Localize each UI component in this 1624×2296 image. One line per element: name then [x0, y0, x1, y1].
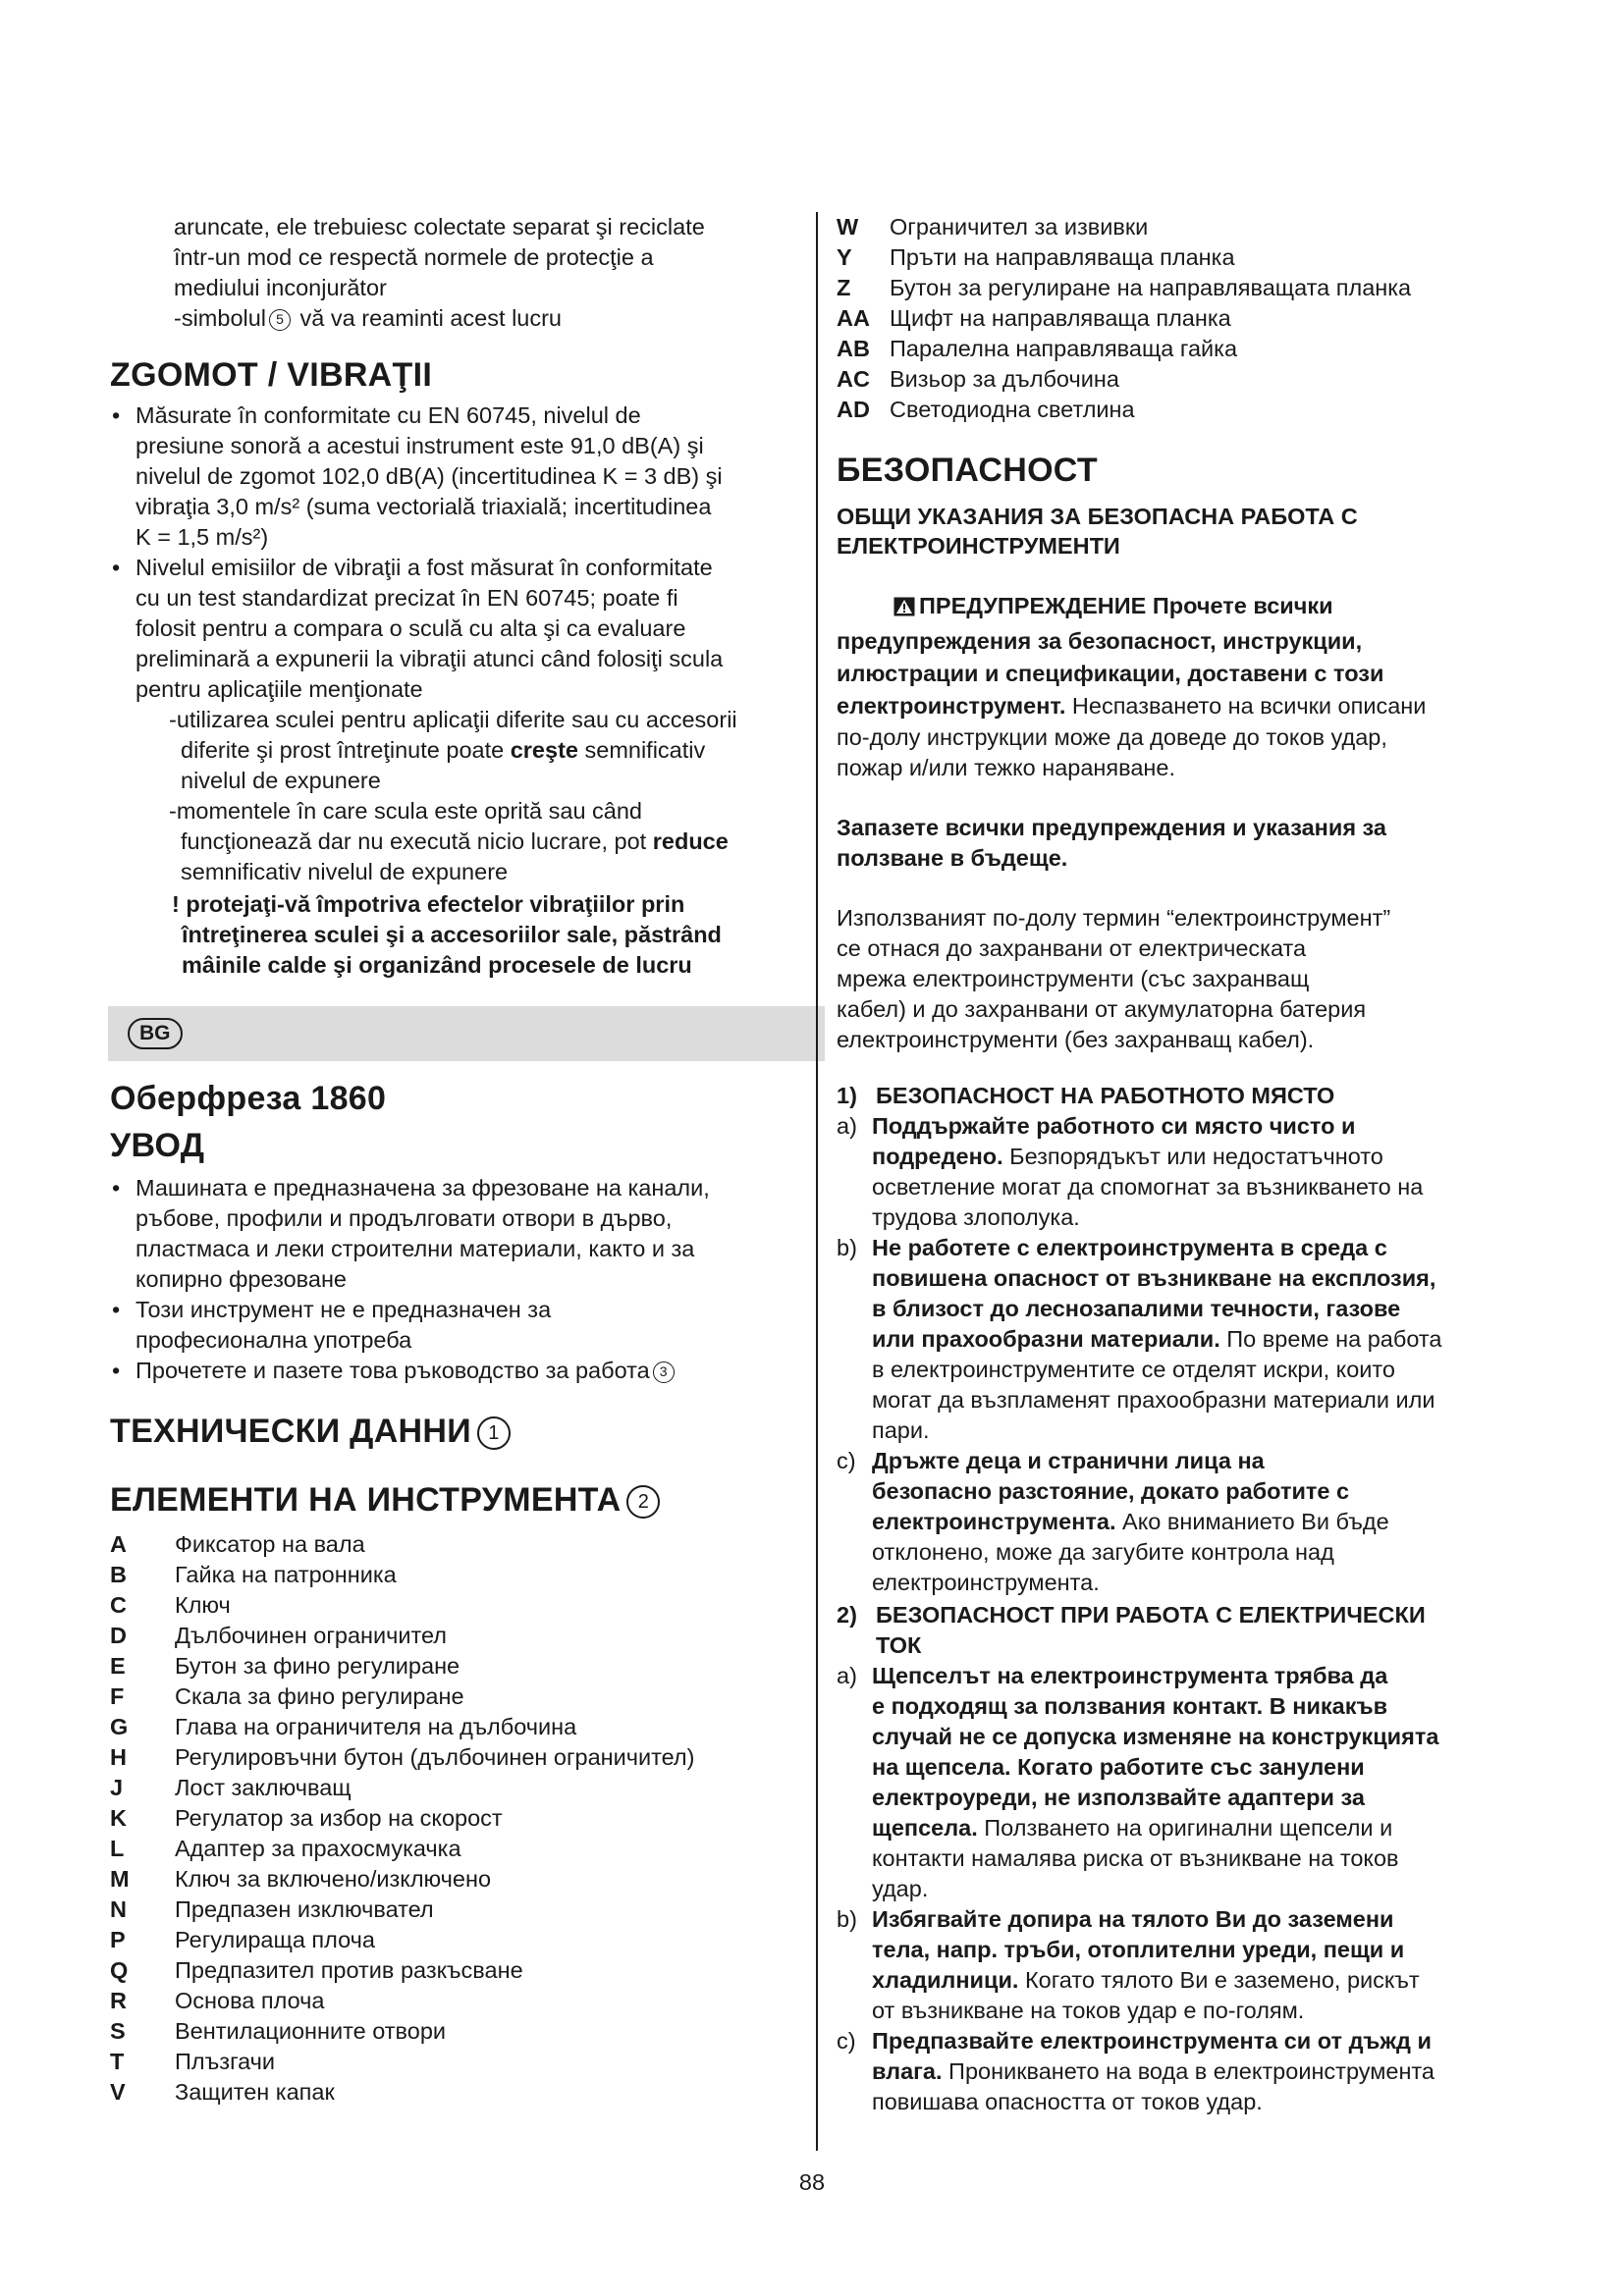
text-line: folosit pentru a compara o sculă cu alta şi ca evaluare — [135, 615, 686, 641]
heading-text: БЕЗОПАСНОСТ ПРИ РАБОТА С ЕЛЕКТРИЧЕСКИ — [876, 1602, 1426, 1628]
part-description: Дълбочинен ограничител — [175, 1623, 448, 1648]
general-safety-heading — [837, 502, 1524, 561]
text-line: ОБЩИ УКАЗАНИЯ ЗА БЕЗОПАСНА РАБОТА С — [837, 504, 1358, 529]
emphasis: creşte — [510, 737, 578, 763]
part-letter: AB — [837, 336, 870, 361]
section-heading-safety: БЕЗОПАСНОСТ — [837, 452, 1098, 489]
text-line: • Nivelul emisiilor de vibraţii a fost măsurat în conformitate — [135, 555, 713, 580]
text-line — [872, 2056, 1524, 2087]
part-description: Лост заключващ — [175, 1775, 352, 1800]
text-line: кабел) и до захранвани от акумулаторна батерия — [837, 996, 1367, 1022]
intro-bullet-list — [110, 1173, 797, 1386]
text-line — [872, 1752, 1524, 1783]
text-fragment: diferite şi prost întreţinute poate — [181, 737, 511, 763]
safety-item — [837, 1446, 1524, 1598]
bold-text: Щепселът на електроинструмента трябва да — [872, 1663, 1388, 1688]
text-line: -momentele în care scula este oprită sau când — [169, 798, 643, 824]
text-line: могат да възпламенят прахообразни материали или — [872, 1387, 1435, 1413]
text-line: cu un test standardizat precizat în EN 60745; poate fi — [135, 585, 678, 611]
bold-text: Предпазвайте електроинструмента си от дъжд и — [872, 2028, 1432, 2054]
text-line: пари. — [872, 1417, 930, 1443]
bold-text: щепсела. — [872, 1815, 978, 1841]
part-letter: H — [110, 1744, 127, 1770]
text-line — [872, 1661, 1524, 1691]
section-number: 1) — [837, 1083, 857, 1108]
part-description: Регулатор за избор на скорост — [175, 1805, 503, 1831]
product-title: Оберфреза 1860 — [110, 1080, 387, 1117]
part-letter: R — [110, 1988, 127, 2013]
part-letter: Y — [837, 244, 852, 270]
warning-paragraph — [837, 590, 1524, 783]
bold-text: случай не се допуска изменяне на конструкцията — [872, 1724, 1439, 1749]
heading-text: БЕЗОПАСНОСТ НА РАБОТНОТО МЯСТО — [876, 1083, 1335, 1108]
bold-text: или прахообразни материали. — [872, 1326, 1220, 1352]
text-line: в електроинструментите се отделят искри, които — [872, 1357, 1395, 1382]
bold-text: повишена опасност от възникване на експлозия, — [872, 1265, 1436, 1291]
recycling-paragraph — [110, 212, 797, 334]
part-letter: N — [110, 1896, 127, 1922]
item-letter: a) — [837, 1663, 857, 1688]
part-description: Фиксатор на вала — [175, 1531, 365, 1557]
text-fragment: Безпорядъкът или недостатъчното — [1002, 1144, 1383, 1169]
text-line: într-un mod ce respectă normele de protecţie a — [174, 244, 654, 270]
part-letter: V — [110, 2079, 126, 2105]
text-line: мрежа електроинструменти (със захранващ — [837, 966, 1310, 991]
part-letter: J — [110, 1775, 124, 1800]
text-line — [181, 735, 797, 766]
text-fragment: Ако вниманието Ви бъде — [1115, 1509, 1389, 1534]
right-column — [837, 212, 1524, 2117]
symbol-reminder — [174, 303, 797, 334]
text-line: пожар и/или тежко нараняване. — [837, 755, 1175, 780]
part-description: Основа плоча — [175, 1988, 325, 2013]
heading-text: ЕЛЕМЕНТИ НА ИНСТРУМЕНТА — [110, 1481, 622, 1519]
text-line: -utilizarea sculei pentru aplicaţii diferite sau cu accesorii — [169, 707, 737, 732]
part-description: Скала за фино регулиране — [175, 1683, 464, 1709]
warning-triangle-icon — [893, 593, 915, 625]
text-line — [872, 1111, 1524, 1142]
text-line: nivelul de expunere — [181, 768, 381, 793]
part-description: Пръти на направляваща планка — [890, 244, 1235, 270]
safety-item — [837, 1904, 1524, 2026]
left-column — [110, 212, 797, 2108]
figure-ref-number: 1 — [477, 1416, 511, 1450]
bold-text: Дръжте деца и странични лица на — [872, 1448, 1265, 1473]
item-letter: b) — [837, 1906, 857, 1932]
section-heading-tech-data — [110, 1412, 797, 1451]
text-line: по-долу инструкции може да доведе до токов удар, — [837, 724, 1387, 750]
exposure-notes — [110, 705, 797, 887]
text-line: електроинструменти (без захранващ кабел). — [837, 1027, 1315, 1052]
bold-text: тела, напр. тръби, отоплителни уреди, пещи и — [872, 1937, 1405, 1962]
text-line — [872, 1233, 1524, 1263]
text-fragment: Неспазването на всички описани — [1065, 693, 1427, 719]
part-description: Адаптер за прахосмукачка — [175, 1836, 461, 1861]
text-line: ! protejaţi-vă împotriva efectelor vibraţiilor prin — [172, 891, 685, 917]
emphasis: reduce — [652, 828, 729, 854]
text-line: ползване в бъдеще. — [837, 845, 1068, 871]
text-line: • Măsurate în conformitate cu EN 60745, nivelul de — [135, 402, 641, 428]
part-letter: W — [837, 214, 859, 240]
bullet-item — [110, 553, 797, 705]
text-line: ЕЛЕКТРОИНСТРУМЕНТИ — [837, 533, 1120, 559]
bullet-item — [110, 1173, 797, 1295]
text-line: предупреждения за безопасност, инструкции, — [837, 628, 1363, 654]
keep-instructions-paragraph — [837, 813, 1524, 874]
text-line — [872, 1691, 1524, 1722]
item-letter: a) — [837, 1113, 857, 1139]
text-line: mâinile calde şi organizând procesele de lucru — [182, 952, 692, 978]
text-line: Прочетете и пазете това ръководство за работа — [135, 1358, 650, 1383]
text-line — [872, 1476, 1524, 1507]
bold-text: в близост до леснозапалими течности, газове — [872, 1296, 1401, 1321]
text-line: илюстрации и спецификации, доставени с този — [837, 661, 1384, 686]
text-line: Използваният по-долу термин “електроинструмент” — [837, 905, 1391, 931]
text-line: копирно фрезоване — [135, 1266, 347, 1292]
subsection-heading-work-area — [837, 1081, 1524, 1111]
text-line: професионална употреба — [135, 1327, 412, 1353]
part-letter: F — [110, 1683, 125, 1709]
text-line: preliminară a expunerii la vibraţii atunci când folosiţi scula — [135, 646, 724, 671]
language-band — [108, 1006, 825, 1061]
text-line — [837, 590, 1524, 625]
safety-item — [837, 1233, 1524, 1446]
text-line: vibraţia 3,0 m/s² (suma vectorială triaxială; incertitudinea — [135, 494, 712, 519]
text-line — [872, 1294, 1524, 1324]
heading-text: ТОК — [876, 1632, 922, 1658]
safety-item — [837, 1111, 1524, 1233]
bold-text: Избягвайте допира на тялото Ви до заземени — [872, 1906, 1394, 1932]
text-line — [872, 1935, 1524, 1965]
text-line — [872, 1965, 1524, 1996]
warning-bold-text: електроинструмент. — [837, 693, 1066, 719]
part-letter: L — [110, 1836, 125, 1861]
part-description: Регулираща плоча — [175, 1927, 375, 1952]
bold-text: на щепсела. Когато работите със занулени — [872, 1754, 1365, 1780]
parts-list-continued — [837, 212, 1524, 425]
column-divider — [816, 212, 818, 2151]
subsection-heading-electrical — [837, 1600, 1524, 1661]
bold-text: влага. — [872, 2058, 943, 2084]
part-description: Регулировъчни бутон (дълбочинен ограничител) — [175, 1744, 695, 1770]
part-description: Ключ за включено/изключено — [175, 1866, 492, 1892]
part-letter: B — [110, 1562, 127, 1587]
part-description: Визьор за дълбочина — [890, 366, 1119, 392]
bullet-item — [110, 1295, 797, 1356]
part-letter: G — [110, 1714, 129, 1739]
item-letter: b) — [837, 1235, 857, 1260]
text-line: електроинструмента. — [872, 1570, 1100, 1595]
text-line — [872, 1904, 1524, 1935]
part-letter: AA — [837, 305, 870, 331]
text-line: трудова злополука. — [872, 1204, 1080, 1230]
text-line: осветление могат да спомогнат за възникването на — [872, 1174, 1424, 1200]
bold-text: електроинструмента. — [872, 1509, 1116, 1534]
text-line: се отнася до захранвани от електрическата — [837, 935, 1307, 961]
part-letter: Q — [110, 1957, 129, 1983]
text-line: повишава опасността от токов удар. — [872, 2089, 1263, 2114]
text-line: K = 1,5 m/s²) — [135, 524, 269, 550]
bold-text: Не работете с електроинструмента в среда с — [872, 1235, 1387, 1260]
heading-text: ТЕХНИЧЕСКИ ДАННИ — [110, 1413, 471, 1450]
part-description: Щифт на направляваща планка — [890, 305, 1231, 331]
part-letter: D — [110, 1623, 127, 1648]
text-line — [872, 1446, 1524, 1476]
bold-text: безопасно разстояние, докато работите с — [872, 1478, 1350, 1504]
text-line: удар. — [872, 1876, 929, 1901]
text-line: Запазете всички предупреждения и указания за — [837, 815, 1386, 840]
bold-text: хладилници. — [872, 1967, 1019, 1993]
text-line: отклонено, може да загубите контрола над — [872, 1539, 1334, 1565]
part-description: Паралелна направляваща гайка — [890, 336, 1238, 361]
section-number: 2) — [837, 1602, 857, 1628]
protection-note — [110, 889, 797, 981]
part-letter: C — [110, 1592, 127, 1618]
safety-item — [837, 1661, 1524, 1904]
text-line — [872, 1142, 1524, 1172]
part-letter: M — [110, 1866, 130, 1892]
noise-bullet-list — [110, 400, 797, 705]
language-badge: BG — [128, 1018, 183, 1049]
part-letter: E — [110, 1653, 126, 1679]
text-line: aruncate, ele trebuiesc colectate separat şi reciclate — [174, 214, 705, 240]
part-letter: Z — [837, 275, 851, 300]
section-heading-intro: УВОД — [110, 1127, 205, 1164]
part-description: Светодиодна светлина — [890, 397, 1135, 422]
figure-ref-number: 5 — [269, 309, 291, 331]
text-fragment: vă va reaminti acest lucru — [294, 305, 563, 331]
text-line — [872, 1263, 1524, 1294]
text-line: întreţinerea sculei şi a accesoriilor sale, păstrând — [182, 922, 722, 947]
text-line: • Този инструмент не е предназначен за — [135, 1297, 552, 1322]
text-fragment: По време на работа — [1219, 1326, 1442, 1352]
section-heading-noise: ZGOMOT / VIBRAŢII — [110, 356, 433, 394]
part-description: Бутон за фино регулиране — [175, 1653, 460, 1679]
part-letter: S — [110, 2018, 126, 2044]
text-line — [181, 827, 797, 857]
part-letter: T — [110, 2049, 125, 2074]
part-letter: AC — [837, 366, 870, 392]
text-line: ръбове, профили и продълговати отвори в дърво, — [135, 1205, 673, 1231]
text-line: пластмаса и леки строителни материали, както и за — [135, 1236, 695, 1261]
page-number: 88 — [798, 2169, 826, 2195]
figure-ref-number: 3 — [653, 1362, 675, 1383]
text-fragment: -simbolul — [174, 305, 267, 331]
figure-ref-number: 2 — [626, 1485, 660, 1519]
part-description: Предпазен изключвател — [175, 1896, 434, 1922]
part-letter: K — [110, 1805, 127, 1831]
text-line: от възникване на токов удар е по-голям. — [872, 1998, 1305, 2023]
text-line: pentru aplicaţiile menţionate — [135, 676, 423, 702]
part-letter: A — [110, 1531, 127, 1557]
section-heading-elements — [110, 1480, 797, 1520]
text-line: presiune sonoră a acestui instrument este 91,0 dB(A) şi — [135, 433, 704, 458]
warning-bold-text: ПРЕДУПРЕЖДЕНИЕ Прочете всички — [919, 593, 1333, 618]
part-letter: P — [110, 1927, 126, 1952]
part-description: Предпазител против разкъсване — [175, 1957, 523, 1983]
item-letter: c) — [837, 1448, 856, 1473]
text-line — [872, 1813, 1524, 1843]
bullet-item — [110, 400, 797, 553]
part-description: Бутон за регулиране на направляващата планка — [890, 275, 1412, 300]
parts-list — [110, 1529, 797, 2108]
text-line — [872, 2026, 1524, 2056]
text-fragment: Проникването на вода в електроинструмента — [942, 2058, 1435, 2084]
part-description: Ключ — [175, 1592, 231, 1618]
text-line — [872, 1507, 1524, 1537]
bold-text: Поддържайте работното си място чисто и — [872, 1113, 1356, 1139]
text-line: semnificativ nivelul de expunere — [181, 859, 509, 884]
part-letter: AD — [837, 397, 870, 422]
text-line — [872, 1783, 1524, 1813]
term-definition-paragraph — [837, 903, 1524, 1055]
text-line — [872, 1324, 1524, 1355]
part-description: Плъзгачи — [175, 2049, 276, 2074]
text-fragment: Когато тялото Ви е заземено, рискът — [1018, 1967, 1420, 1993]
safety-item — [837, 2026, 1524, 2117]
text-fragment: funcţionează dar nu execută nicio lucrare, pot — [181, 828, 653, 854]
text-line — [837, 690, 1524, 722]
text-line: контакти намалява риска от възникване на токов — [872, 1845, 1399, 1871]
bold-text: е подходящ за ползвания контакт. В никакъв — [872, 1693, 1388, 1719]
bold-text: електроуреди, не използвайте адаптери за — [872, 1785, 1365, 1810]
text-fragment: semnificativ — [577, 737, 706, 763]
part-description: Гайка на патронника — [175, 1562, 397, 1587]
part-description: Ограничител за извивки — [890, 214, 1149, 240]
bullet-item — [110, 1356, 797, 1386]
text-line — [872, 1722, 1524, 1752]
text-line: mediului inconjurător — [174, 275, 387, 300]
part-description: Вентилационните отвори — [175, 2018, 447, 2044]
text-fragment: Ползването на оригинални щепсели и — [977, 1815, 1393, 1841]
part-description: Глава на ограничителя на дълбочина — [175, 1714, 577, 1739]
part-description: Защитен капак — [175, 2079, 335, 2105]
item-letter: c) — [837, 2028, 856, 2054]
text-line: nivelul de zgomot 102,0 dB(A) (incertitudinea K = 3 dB) şi — [135, 463, 723, 489]
bold-text: подредено. — [872, 1144, 1003, 1169]
text-line: • Машината е предназначена за фрезоване на канали, — [135, 1175, 710, 1201]
